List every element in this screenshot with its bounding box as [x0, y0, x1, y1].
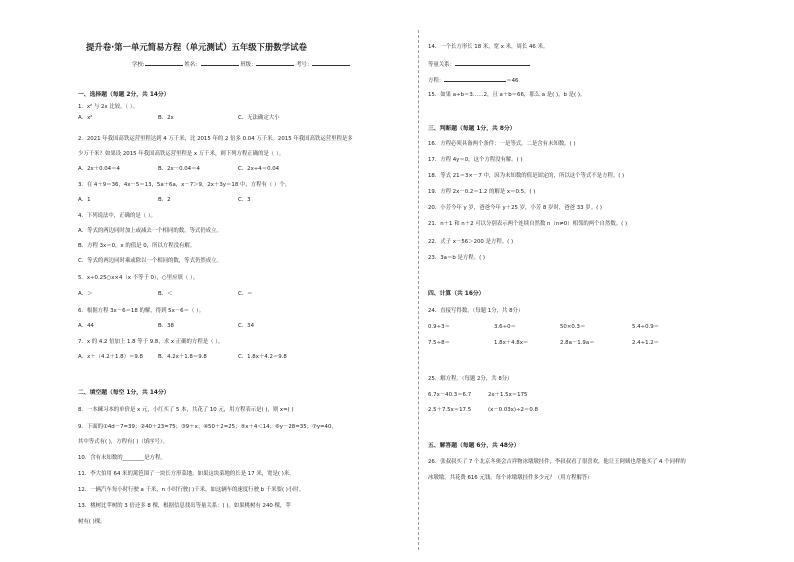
question-17: 17．方程 4y＝0，这个方程没有解。( ) [428, 157, 523, 163]
q5-options [78, 291, 253, 298]
question-5: 5．x÷0.25○x×4（x 不等于 0），○里应填（ ）。 [78, 275, 199, 281]
school-field[interactable] [145, 60, 183, 66]
class-field[interactable] [256, 60, 294, 66]
question-6: 6．根据方程 3x－6＝18 的解，得到 5x－6＝（ ）。 [78, 308, 205, 314]
question-26b: 冰墩墩，共花费 616 元钱。每个冰墩墩挂件多少元？（用方程解答） [428, 475, 593, 481]
q3-options [78, 197, 251, 204]
class-label: 班级： [240, 62, 257, 68]
id-label: 考号： [296, 62, 313, 68]
equation-field[interactable] [444, 76, 506, 82]
question-7: 7．x 的 4.2 倍加上 1.8 等于 9.8，求 x 正确的方程是（ ）。 [78, 339, 224, 345]
calc-item: 2.4÷1.2＝ [632, 340, 660, 346]
calc-item: 1.8x＋4.8x＝ [494, 340, 529, 346]
calc-item: 7.5÷8＝ [428, 340, 450, 346]
question-26a: 26．张叔叔买了 7 个北京冬奥会吉祥物冰墩墩挂件，李叔叔看了很喜欢，他让王阿姨也帮他买了 4 个同样的 [428, 459, 686, 465]
relation-field[interactable] [455, 60, 530, 66]
q14-equation [428, 76, 518, 85]
q1-options [78, 115, 280, 122]
question-23: 23．3a＝b 是方程。( ) [428, 255, 485, 261]
eq-item: 2.5＋7.5x＝17.5 [428, 407, 472, 413]
question-21: 21．n＋1 和 n＋2 可以分别表示两个连续自然数 n（n≠0）相邻的两个自然数。( ) [428, 221, 628, 227]
option: A．2x＋0.04＝4 [78, 166, 120, 172]
question-20: 20．小芳今年 y 岁，爸爸今年 y＋25 岁，小芳 8 岁时，爸爸 33 岁。( ) [428, 205, 603, 211]
option: C．3 [238, 197, 251, 203]
q4-option-a: A．等式的两边同时加上或减去一个相同的数，等式仍成立。 [78, 228, 222, 234]
option: B．2x－0.04＝4 [158, 166, 200, 172]
question-18: 18．等式 21＝3×－7 中，因为未知数的值是固定的，所以这个等式不是方程。( ) [428, 173, 625, 179]
question-13a: 13．桃树比苹树的 3 倍还多 8 棵，根据信息找出等量关系：( )。如果桃树有 240 棵，苹 [78, 503, 291, 509]
q4-option-c: C．等式的两边同时乘或除以一个相同的数，等式仍然成立。 [78, 258, 222, 264]
question-12: 12．一辆汽车每小时行驶 a 千米，n 小时行驶( )千米，如这辆车的速度行驶 b 千米要( )小时。 [78, 487, 305, 493]
q7-options [78, 354, 287, 361]
question-9b: 其中等式有( )，方程有( )（填序号）。 [78, 439, 168, 445]
option: B．＜ [158, 291, 173, 297]
question-19: 19．方程 2x－0.2＝1.2 的解是 x＝0.5。( ) [428, 189, 536, 195]
question-2b: 少万千米？如果设 2015 年我国高铁运营里程是 x 万千米，则下列方程正确的是（ ）。 [78, 151, 285, 157]
question-15: 15．如果 a÷b＝3……2，且 a＋b＝66，那么 a 是( )，b 是( )。 [428, 92, 586, 98]
column-divider [418, 30, 419, 550]
option: C．＝ [238, 291, 253, 297]
question-9a: 9．下面的①4d－7=39；②40＋23=75；③9＋x；④50＋2=25；⑤x＋4＜14；⑥y－28=35；⑦y=40， [78, 424, 337, 430]
question-1: 1．x² 与 2x 比较，（ ）。 [78, 104, 138, 110]
option: B．4.2x＋1.8＝9.8 [158, 354, 207, 360]
option: C．无法确定大小 [238, 115, 280, 121]
section4-header: 四、计算（共 16分） [428, 291, 485, 297]
option: A．＞ [78, 291, 93, 297]
option: C．1.8x＋4.2＝9.8 [238, 354, 287, 360]
question-10: 10．含有未知数的________是方程。 [78, 455, 166, 461]
question-24: 24．直接写得数。（每题 1分，共 8分） [428, 308, 524, 314]
question-2a: 2．2021 年我国高铁运营里程达到 4 万千米，比 2015 年的 2 倍多 0.04 万千米。2015 年我国高铁运营里程是多 [78, 136, 353, 142]
calc-item: 2.8a－1.9a＝ [560, 340, 595, 346]
q2-options [78, 166, 279, 173]
section1-header: 一、选择题（每题 2分，共 14分） [78, 92, 170, 98]
calc-row-2 [428, 340, 659, 347]
question-8: 8．一本練习本的单价是 x 元，小红买了 5 本，共花了 10 元，用方程表示是( )，则 x=( ) [78, 407, 294, 413]
question-16: 16．方程必须具备两个条件：一是等式，二是含有未知数。( ) [428, 141, 576, 147]
eq-row-2 [428, 407, 538, 414]
question-11: 11．李大伯用 64 米的篱笆围了一块长方形菜地，如果这块菜地的长是 17 米，宽是( )米。 [78, 471, 295, 477]
section2-header: 二、填空题（每空 1分，共 14分） [78, 390, 170, 396]
option: C．2x÷4＝0.04 [238, 166, 280, 172]
question-4: 4．下列说法中，正确的是（ ）。 [78, 213, 156, 219]
eq-item: 2x＋1.5x＝175 [488, 392, 528, 398]
option: A．44 [78, 323, 94, 329]
question-22: 22．式子 x－56＞200 是方程。( ) [428, 239, 514, 245]
option: B．2 [158, 197, 171, 203]
equation-tail: ＝46 [506, 78, 519, 84]
option: B．38 [158, 323, 174, 329]
option: B．2x [158, 115, 174, 121]
id-field[interactable] [312, 60, 350, 66]
question-13b: 树有( )棵。 [78, 519, 106, 525]
question-14: 14．一个长方形长 18 米，宽 x 米，周长 46 米。 [428, 44, 549, 50]
question-3: 3．在 4＋9＝36，4x－5＝13，5a＋6a，x－7＞9，2x＋3y＝18 中，方程有（ ）个。 [78, 182, 291, 188]
relation-label: 等量关系： [428, 62, 455, 68]
eq-row-1 [428, 392, 527, 399]
question-25: 25．解方程。（每题 2分，共 8分） [428, 376, 513, 382]
calc-item: 5.4÷0.9＝ [632, 324, 660, 330]
info-line [132, 60, 350, 69]
q14-relation [428, 60, 530, 69]
calc-item: 0.9÷3＝ [428, 324, 450, 330]
calc-item: 50×0.3＝ [560, 324, 586, 330]
calc-item: 3.6÷0＝ [494, 324, 516, 330]
equation-label: 方程： [428, 78, 445, 84]
option: A．x＋（4.2＋1.8）＝9.8 [78, 354, 143, 360]
q4-option-b: B．方程 3x＝0，x 的值是 0，所以方程没有解。 [78, 243, 196, 249]
eq-item: 6.7x－40.3＝6.7 [428, 392, 472, 398]
eq-item: (x－0.03x)÷2＝0.8 [488, 407, 538, 413]
name-field[interactable] [201, 60, 239, 66]
section3-header: 三、判断题（每题 1分，共 8分） [428, 126, 516, 132]
q6-options [78, 323, 254, 330]
section5-header: 五、解答题（每题 6分，共 48分） [428, 443, 520, 449]
name-label: 姓名： [184, 62, 201, 68]
school-label: 学校: [132, 62, 145, 68]
exam-title: 提升卷·第一单元简易方程（单元测试）五年级下册数学试卷 [86, 42, 307, 52]
calc-row-1 [428, 324, 659, 331]
option: A．x² [78, 115, 93, 121]
option: C．34 [238, 323, 255, 329]
option: A．1 [78, 197, 91, 203]
